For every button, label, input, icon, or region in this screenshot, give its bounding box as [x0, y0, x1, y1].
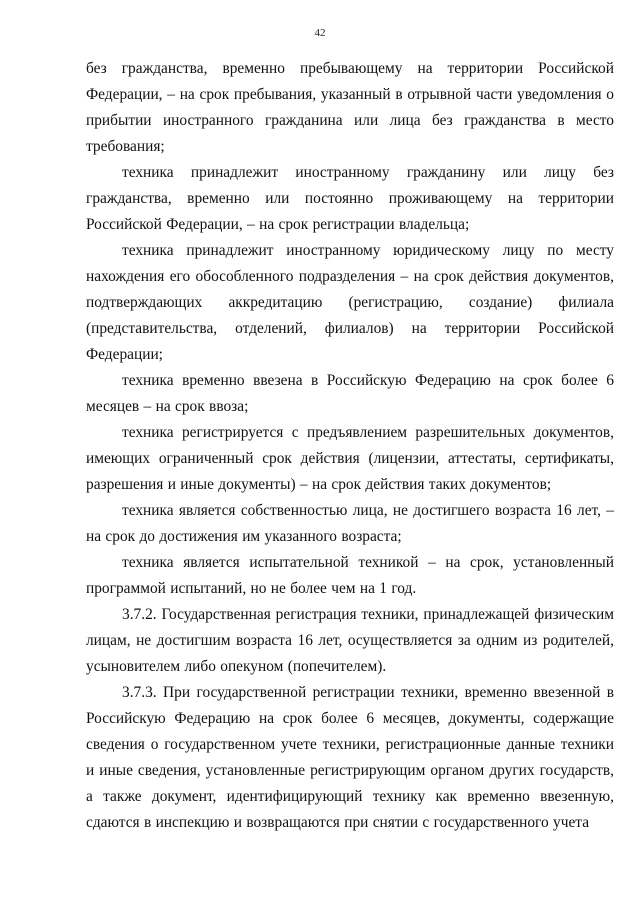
paragraph-foreign-citizen: техника принадлежит иностранному гражданину или лицу без гражданства, временно или постоянно проживающему на территории Российской Федерации, – на срок регистрации владельца; — [86, 164, 614, 233]
paragraph-test-equipment: техника является испытательной техникой – на срок, установленный программой испытаний, но не более чем на 1 год. — [86, 554, 614, 597]
paragraph-minor-owner: техника является собственностью лица, не достигшего возраста 16 лет, – на срок до достижения им указанного возраста; — [86, 502, 614, 545]
paragraph-permit-documents: техника регистрируется с предъявлением разрешительных документов, имеющих ограниченный срок действия (лицензии, аттестаты, сертификаты, разрешения и иные документы) – на срок действия таких документов; — [86, 424, 614, 493]
clause-3-7-3: 3.7.3. При государственной регистрации техники, временно ввезенной в Российскую Федерацию на срок более 6 месяцев, документы, содержащие сведения о государственном учете техники, регистрационные данные техники и иные сведения, установленные регистрирующим органом других государств, а также документ, идентифицирующий технику как временно ввезенную, сдаются в инспекцию и возвращаются при снятии с государственного учета — [86, 684, 614, 831]
paragraph-foreign-legal-entity: техника принадлежит иностранному юридическому лицу по месту нахождения его обособленного подразделения – на срок действия документов, подтверждающих аккредитацию (регистрацию, создание) филиала (представительства, отделений, филиалов) на территории Российской Федерации; — [86, 242, 614, 363]
clause-3-7-2: 3.7.2. Государственная регистрация техники, принадлежащей физическим лицам, не достигшим возраста 16 лет, осуществляется за одним из родителей, усыновителем либо опекуном (попечителем). — [86, 606, 614, 675]
page-number: 42 — [314, 27, 326, 39]
document-body — [86, 56, 614, 836]
paragraph-temporary-import: техника временно ввезена в Российскую Федерацию на срок более 6 месяцев – на срок ввоза; — [86, 372, 614, 415]
paragraph-continuation: без гражданства, временно пребывающему на территории Российской Федерации, – на срок пребывания, указанный в отрывной части уведомления о прибытии иностранного гражданина или лица без гражданства в место требования; — [86, 60, 614, 155]
